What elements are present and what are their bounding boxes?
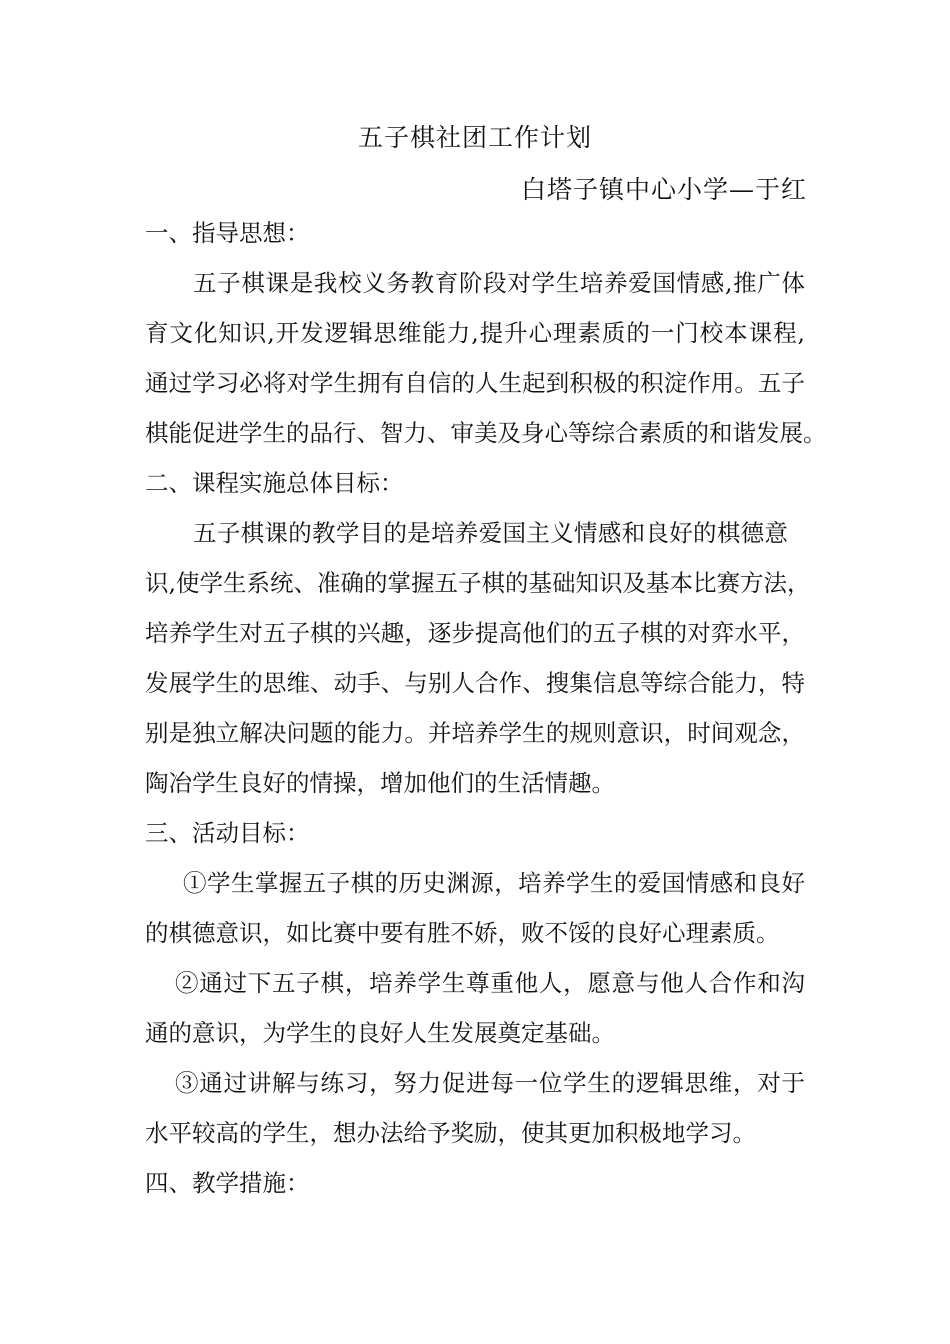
paragraph-line: 通的意识，为学生的良好人生发展奠定基础。 bbox=[145, 1019, 615, 1047]
paragraph-line: 通过学习必将对学生拥有自信的人生起到积极的积淀作用。五子 bbox=[145, 369, 805, 397]
paragraph-line: 陶冶学生良好的情操，增加他们的生活情趣。 bbox=[145, 769, 615, 797]
paragraph-line: 水平较高的学生，想办法给予奖励，使其更加积极地学习。 bbox=[145, 1119, 756, 1147]
paragraph-line: 别是独立解决问题的能力。并培养学生的规则意识，时间观念， bbox=[145, 719, 805, 747]
section-heading-2: 二、课程实施总体目标： bbox=[145, 469, 404, 497]
paragraph-line: 五子棋课是我校义务教育阶段对学生培养爱国情感,推广体 bbox=[193, 269, 805, 297]
paragraph-line: ①学生掌握五子棋的历史渊源，培养学生的爱国情感和良好 bbox=[183, 869, 805, 897]
paragraph-line: 识,使学生系统、准确的掌握五子棋的基础知识及基本比赛方法， bbox=[145, 569, 811, 597]
paragraph-line: 培养学生对五子棋的兴趣，逐步提高他们的五子棋的对弈水平， bbox=[145, 619, 805, 647]
document-author: 白塔子镇中心小学—于红 bbox=[520, 175, 807, 204]
paragraph-line: ③通过讲解与练习，努力促进每一位学生的逻辑思维，对于 bbox=[175, 1069, 805, 1097]
section-heading-1: 一、指导思想： bbox=[145, 219, 310, 247]
paragraph-line: 发展学生的思维、动手、与别人合作、搜集信息等综合能力，特 bbox=[145, 669, 805, 697]
paragraph-line: 五子棋课的教学目的是培养爱国主义情感和良好的棋德意 bbox=[193, 519, 788, 547]
document-title: 五子棋社团工作计划 bbox=[357, 123, 592, 152]
paragraph-line: 的棋德意识，如比赛中要有胜不娇，败不馁的良好心理素质。 bbox=[145, 919, 780, 947]
paragraph-line: 育文化知识,开发逻辑思维能力,提升心理素质的一门校本课程, bbox=[145, 319, 805, 347]
section-heading-4: 四、教学措施： bbox=[145, 1169, 310, 1197]
paragraph-line: ②通过下五子棋，培养学生尊重他人，愿意与他人合作和沟 bbox=[175, 969, 805, 997]
section-heading-3: 三、活动目标： bbox=[145, 819, 310, 847]
paragraph-line: 棋能促进学生的品行、智力、审美及身心等综合素质的和谐发展。 bbox=[145, 419, 827, 447]
